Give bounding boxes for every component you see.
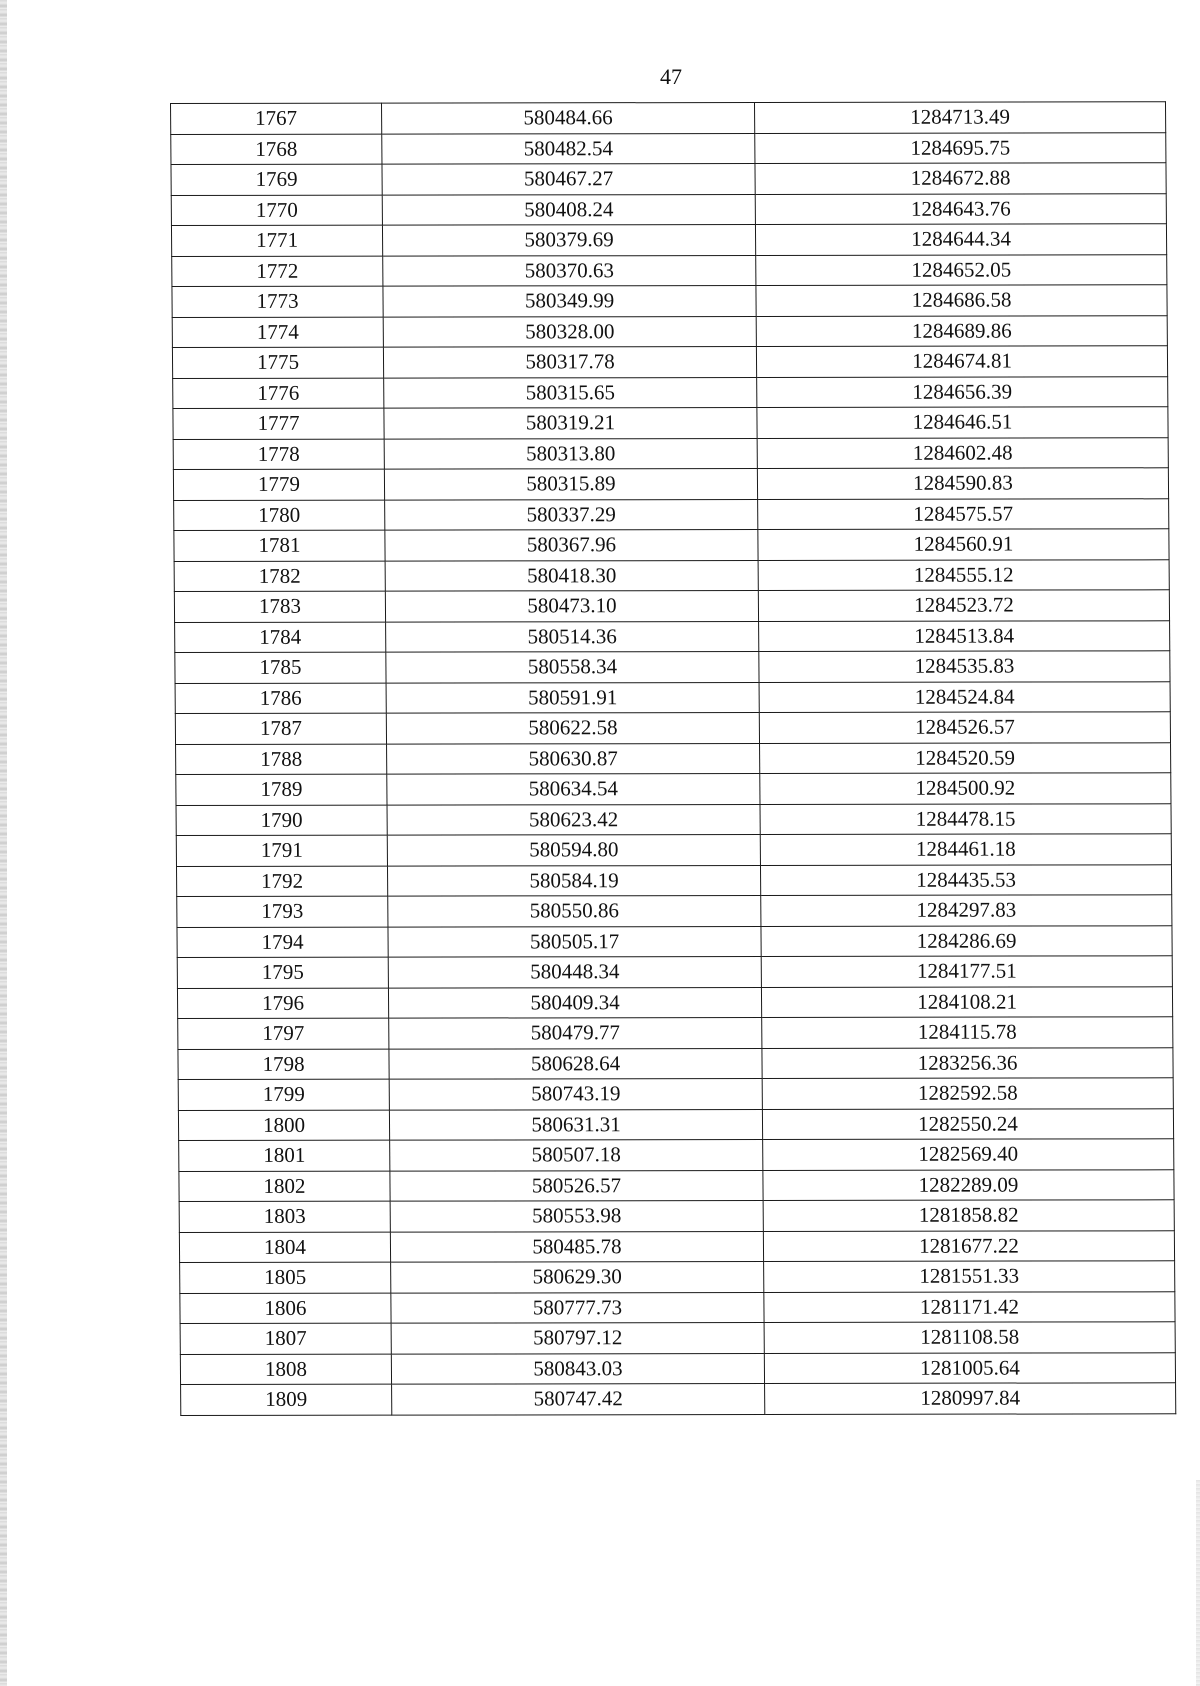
table-row: [178, 1108, 1173, 1140]
table-row: [176, 742, 1171, 774]
table-row: [172, 315, 1167, 347]
point-number-cell: 1787: [175, 713, 386, 744]
x-coordinate-cell: 580448.34: [388, 956, 761, 987]
x-coordinate-cell: 580418.30: [385, 560, 758, 591]
point-number-cell: 1788: [176, 744, 387, 775]
y-coordinate-cell: 1284513.84: [759, 620, 1170, 651]
x-coordinate-cell: 580485.78: [390, 1231, 763, 1262]
x-coordinate-cell: 580482.54: [382, 133, 755, 164]
x-coordinate-cell: 580409.34: [388, 987, 761, 1018]
x-coordinate-cell: 580315.89: [384, 468, 757, 499]
y-coordinate-cell: 1283256.36: [762, 1047, 1173, 1078]
y-coordinate-cell: 1284695.75: [755, 132, 1166, 163]
point-number-cell: 1778: [173, 439, 384, 470]
x-coordinate-cell: 580367.96: [385, 529, 758, 560]
table-row: [173, 376, 1168, 408]
point-number-cell: 1771: [171, 225, 382, 256]
x-coordinate-cell: 580743.19: [389, 1078, 762, 1109]
y-coordinate-cell: 1282289.09: [763, 1169, 1174, 1200]
point-number-cell: 1807: [180, 1323, 391, 1354]
x-coordinate-cell: 580622.58: [386, 712, 759, 743]
point-number-cell: 1776: [173, 378, 384, 409]
y-coordinate-cell: 1284602.48: [757, 437, 1168, 468]
y-coordinate-cell: 1284555.12: [758, 559, 1169, 590]
point-number-cell: 1780: [174, 500, 385, 531]
point-number-cell: 1808: [180, 1354, 391, 1385]
table-row: [173, 437, 1168, 469]
y-coordinate-cell: 1281171.42: [764, 1291, 1175, 1322]
table-row: [181, 1383, 1176, 1415]
y-coordinate-cell: 1284656.39: [757, 376, 1168, 407]
point-number-cell: 1773: [172, 286, 383, 317]
x-coordinate-cell: 580584.19: [387, 865, 760, 896]
y-coordinate-cell: 1284590.83: [757, 468, 1168, 499]
table-row: [172, 346, 1167, 378]
x-coordinate-cell: 580629.30: [391, 1261, 764, 1292]
point-number-cell: 1785: [175, 652, 386, 683]
x-coordinate-cell: 580514.36: [386, 621, 759, 652]
table-row: [179, 1200, 1174, 1232]
point-number-cell: 1802: [179, 1171, 390, 1202]
scan-edge-right: [1196, 1480, 1200, 1686]
x-coordinate-cell: 580553.98: [390, 1200, 763, 1231]
y-coordinate-cell: 1284535.83: [759, 651, 1170, 682]
point-number-cell: 1791: [176, 835, 387, 866]
point-number-cell: 1772: [172, 256, 383, 287]
y-coordinate-cell: 1284575.57: [758, 498, 1169, 529]
point-number-cell: 1799: [178, 1079, 389, 1110]
table-row: [180, 1261, 1175, 1293]
x-coordinate-cell: 580315.65: [384, 377, 757, 408]
y-coordinate-cell: 1281005.64: [764, 1352, 1175, 1383]
y-coordinate-cell: 1284523.72: [758, 590, 1169, 621]
x-coordinate-cell: 580484.66: [381, 102, 754, 133]
point-number-cell: 1774: [172, 317, 383, 348]
x-coordinate-cell: 580631.31: [389, 1109, 762, 1140]
x-coordinate-cell: 580747.42: [392, 1384, 765, 1415]
x-coordinate-cell: 580408.24: [382, 194, 755, 225]
y-coordinate-cell: 1281858.82: [763, 1200, 1174, 1231]
table-row: [176, 864, 1171, 896]
x-coordinate-cell: 580777.73: [391, 1292, 764, 1323]
x-coordinate-cell: 580505.17: [388, 926, 761, 957]
point-number-cell: 1768: [171, 134, 382, 165]
y-coordinate-cell: 1284435.53: [760, 864, 1171, 895]
point-number-cell: 1781: [174, 530, 385, 561]
table-row: [180, 1322, 1175, 1354]
y-coordinate-cell: 1281551.33: [764, 1261, 1175, 1292]
point-number-cell: 1770: [171, 195, 382, 226]
table-row: [171, 224, 1166, 256]
point-number-cell: 1777: [173, 408, 384, 439]
point-number-cell: 1801: [179, 1140, 390, 1171]
table-row: [176, 834, 1171, 866]
table-row: [175, 620, 1170, 652]
point-number-cell: 1795: [177, 957, 388, 988]
y-coordinate-cell: 1284286.69: [761, 925, 1172, 956]
table-row: [171, 102, 1166, 134]
table-row: [177, 925, 1172, 957]
point-number-cell: 1784: [175, 622, 386, 653]
table-row: [179, 1139, 1174, 1171]
x-coordinate-cell: 580507.18: [390, 1139, 763, 1170]
y-coordinate-cell: 1282592.58: [762, 1078, 1173, 1109]
point-number-cell: 1793: [177, 896, 388, 927]
y-coordinate-cell: 1284652.05: [756, 254, 1167, 285]
table-row: [176, 773, 1171, 805]
table-row: [173, 407, 1168, 439]
point-number-cell: 1806: [180, 1293, 391, 1324]
y-coordinate-cell: 1284643.76: [755, 193, 1166, 224]
x-coordinate-cell: 580558.34: [386, 651, 759, 682]
x-coordinate-cell: 580319.21: [384, 407, 757, 438]
x-coordinate-cell: 580594.80: [387, 834, 760, 865]
y-coordinate-cell: 1284674.81: [756, 346, 1167, 377]
scan-edge-left: [0, 0, 7, 1686]
point-number-cell: 1798: [178, 1049, 389, 1080]
table-row: [174, 498, 1169, 530]
table-row: [178, 1017, 1173, 1049]
x-coordinate-cell: 580379.69: [382, 224, 755, 255]
y-coordinate-cell: 1284524.84: [759, 681, 1170, 712]
y-coordinate-cell: 1282550.24: [762, 1108, 1173, 1139]
x-coordinate-cell: 580317.78: [383, 346, 756, 377]
point-number-cell: 1805: [180, 1262, 391, 1293]
y-coordinate-cell: 1281677.22: [763, 1230, 1174, 1261]
point-number-cell: 1804: [179, 1232, 390, 1263]
table-row: [175, 712, 1170, 744]
table-row: [174, 559, 1169, 591]
table-row: [175, 651, 1170, 683]
table-row: [178, 1047, 1173, 1079]
y-coordinate-cell: 1281108.58: [764, 1322, 1175, 1353]
point-number-cell: 1800: [178, 1110, 389, 1141]
point-number-cell: 1769: [171, 164, 382, 195]
x-coordinate-cell: 580623.42: [387, 804, 760, 835]
table-row: [175, 681, 1170, 713]
point-number-cell: 1775: [172, 347, 383, 378]
x-coordinate-cell: 580479.77: [389, 1017, 762, 1048]
point-number-cell: 1809: [181, 1384, 392, 1415]
x-coordinate-cell: 580591.91: [386, 682, 759, 713]
x-coordinate-cell: 580473.10: [385, 590, 758, 621]
point-number-cell: 1786: [175, 683, 386, 714]
y-coordinate-cell: 1282569.40: [763, 1139, 1174, 1170]
y-coordinate-cell: 1284713.49: [754, 102, 1165, 133]
y-coordinate-cell: 1284646.51: [757, 407, 1168, 438]
y-coordinate-cell: 1284500.92: [760, 773, 1171, 804]
table-row: [177, 986, 1172, 1018]
y-coordinate-cell: 1284689.86: [756, 315, 1167, 346]
table-row: [174, 590, 1169, 622]
table-row: [177, 956, 1172, 988]
point-number-cell: 1767: [171, 103, 382, 134]
y-coordinate-cell: 1280997.84: [765, 1383, 1176, 1414]
table-row: [173, 468, 1168, 500]
point-number-cell: 1803: [179, 1201, 390, 1232]
table-row: [180, 1352, 1175, 1384]
table-row: [171, 163, 1166, 195]
y-coordinate-cell: 1284478.15: [760, 803, 1171, 834]
page-number: 47: [660, 64, 682, 89]
x-coordinate-cell: 580634.54: [387, 773, 760, 804]
table-row: [176, 803, 1171, 835]
table-row: [180, 1291, 1175, 1323]
x-coordinate-cell: 580797.12: [391, 1323, 764, 1354]
coordinates-table: [170, 101, 1176, 1415]
point-number-cell: 1779: [173, 469, 384, 500]
x-coordinate-cell: 580349.99: [383, 285, 756, 316]
table-row: [171, 132, 1166, 164]
table-body: [171, 102, 1176, 1415]
x-coordinate-cell: 580337.29: [385, 499, 758, 530]
x-coordinate-cell: 580370.63: [383, 255, 756, 286]
y-coordinate-cell: 1284526.57: [759, 712, 1170, 743]
point-number-cell: 1797: [178, 1018, 389, 1049]
point-number-cell: 1796: [177, 988, 388, 1019]
x-coordinate-cell: 580526.57: [390, 1170, 763, 1201]
point-number-cell: 1783: [174, 591, 385, 622]
table-row: [172, 285, 1167, 317]
point-number-cell: 1790: [176, 805, 387, 836]
point-number-cell: 1789: [176, 774, 387, 805]
x-coordinate-cell: 580630.87: [387, 743, 760, 774]
x-coordinate-cell: 580467.27: [382, 163, 755, 194]
y-coordinate-cell: 1284297.83: [761, 895, 1172, 926]
point-number-cell: 1792: [176, 866, 387, 897]
y-coordinate-cell: 1284686.58: [756, 285, 1167, 316]
y-coordinate-cell: 1284115.78: [762, 1017, 1173, 1048]
y-coordinate-cell: 1284520.59: [760, 742, 1171, 773]
table-row: [179, 1230, 1174, 1262]
x-coordinate-cell: 580843.03: [391, 1353, 764, 1384]
table-row: [174, 529, 1169, 561]
y-coordinate-cell: 1284461.18: [760, 834, 1171, 865]
y-coordinate-cell: 1284177.51: [761, 956, 1172, 987]
y-coordinate-cell: 1284672.88: [755, 163, 1166, 194]
y-coordinate-cell: 1284108.21: [761, 986, 1172, 1017]
table-row: [179, 1169, 1174, 1201]
table-row: [178, 1078, 1173, 1110]
y-coordinate-cell: 1284644.34: [755, 224, 1166, 255]
x-coordinate-cell: 580550.86: [388, 895, 761, 926]
table-row: [172, 254, 1167, 286]
table-row: [177, 895, 1172, 927]
x-coordinate-cell: 580313.80: [384, 438, 757, 469]
point-number-cell: 1794: [177, 927, 388, 958]
y-coordinate-cell: 1284560.91: [758, 529, 1169, 560]
table-row: [171, 193, 1166, 225]
x-coordinate-cell: 580328.00: [383, 316, 756, 347]
x-coordinate-cell: 580628.64: [389, 1048, 762, 1079]
point-number-cell: 1782: [174, 561, 385, 592]
